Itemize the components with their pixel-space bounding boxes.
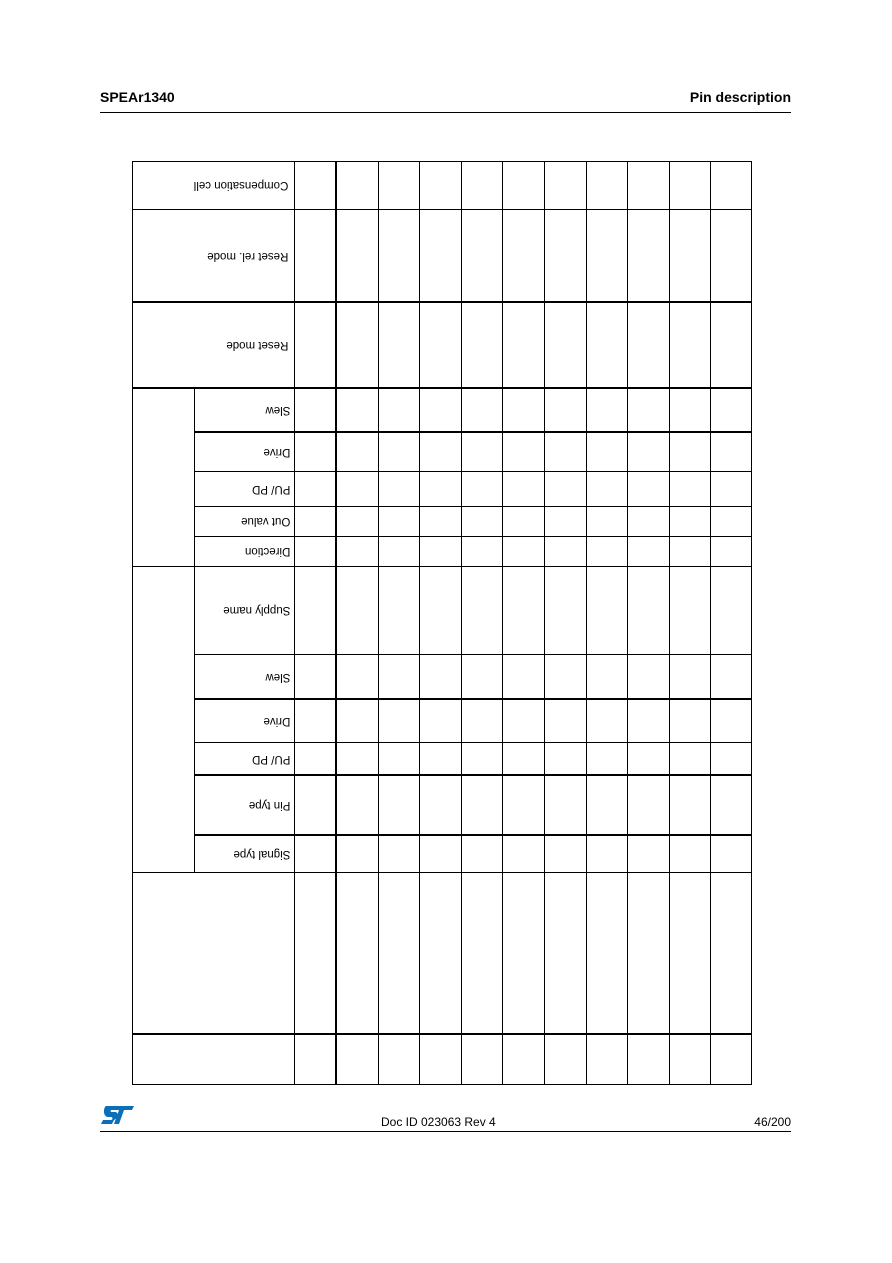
table-row bbox=[133, 836, 752, 873]
table-cell bbox=[628, 210, 670, 303]
table-cell bbox=[420, 472, 462, 507]
row-header bbox=[133, 1035, 295, 1085]
table-cell bbox=[295, 700, 337, 743]
table-cell bbox=[378, 873, 420, 1035]
table-cell bbox=[669, 162, 711, 210]
table-cell bbox=[378, 743, 420, 776]
table-cell bbox=[669, 537, 711, 567]
footer-rule bbox=[100, 1131, 791, 1132]
table-cell bbox=[545, 389, 587, 433]
table-cell bbox=[586, 743, 628, 776]
table-cell bbox=[545, 743, 587, 776]
table-cell bbox=[586, 472, 628, 507]
table-cell bbox=[628, 433, 670, 472]
table-cell bbox=[669, 389, 711, 433]
table-cell bbox=[586, 1035, 628, 1085]
table-cell bbox=[420, 162, 462, 210]
table-cell bbox=[461, 567, 503, 655]
table-cell bbox=[711, 303, 752, 389]
sub-header-supply-name: Supply name bbox=[195, 567, 295, 655]
table-cell bbox=[711, 873, 752, 1035]
table-cell bbox=[503, 743, 545, 776]
table-cell bbox=[503, 700, 545, 743]
row-header bbox=[133, 873, 295, 1035]
footer-doc-id: Doc ID 023063 Rev 4 bbox=[381, 1115, 496, 1129]
sub-header-slew: Slew bbox=[195, 389, 295, 433]
table-cell bbox=[586, 873, 628, 1035]
table-cell bbox=[420, 873, 462, 1035]
table-cell bbox=[711, 537, 752, 567]
table-cell bbox=[711, 162, 752, 210]
table-cell bbox=[628, 507, 670, 537]
table-cell bbox=[711, 472, 752, 507]
table-cell bbox=[545, 836, 587, 873]
table-row bbox=[133, 433, 752, 472]
table-cell bbox=[669, 655, 711, 700]
table-cell bbox=[503, 303, 545, 389]
table-cell bbox=[336, 836, 378, 873]
table-cell bbox=[628, 836, 670, 873]
table-cell bbox=[295, 303, 337, 389]
table-cell bbox=[628, 472, 670, 507]
table-cell bbox=[669, 210, 711, 303]
table-cell bbox=[711, 210, 752, 303]
table-cell bbox=[378, 1035, 420, 1085]
sub-header-slew: Slew bbox=[195, 655, 295, 700]
sub-header-out-value: Out value bbox=[195, 507, 295, 537]
table-cell bbox=[420, 389, 462, 433]
table-cell bbox=[420, 567, 462, 655]
running-header-title: SPEAr1340 bbox=[100, 89, 175, 105]
table-cell bbox=[378, 389, 420, 433]
table-cell bbox=[669, 1035, 711, 1085]
table-cell bbox=[420, 743, 462, 776]
table-cell bbox=[586, 162, 628, 210]
table-cell bbox=[336, 700, 378, 743]
table-cell bbox=[461, 472, 503, 507]
table-cell bbox=[295, 743, 337, 776]
table-cell bbox=[461, 389, 503, 433]
table-cell bbox=[336, 873, 378, 1035]
table-row bbox=[133, 567, 752, 655]
table-row bbox=[133, 743, 752, 776]
table-cell bbox=[669, 743, 711, 776]
table-row bbox=[133, 776, 752, 836]
table-cell bbox=[420, 836, 462, 873]
row-header-reset-mode: Reset mode bbox=[133, 303, 295, 389]
table-cell bbox=[669, 303, 711, 389]
table-cell bbox=[378, 472, 420, 507]
table-row bbox=[133, 700, 752, 743]
table-cell bbox=[503, 836, 545, 873]
sub-header-signal-type: Signal type bbox=[195, 836, 295, 873]
table-cell bbox=[586, 303, 628, 389]
table-cell bbox=[420, 655, 462, 700]
table-cell bbox=[295, 389, 337, 433]
table-cell bbox=[503, 162, 545, 210]
table-cell bbox=[420, 303, 462, 389]
table-cell bbox=[711, 1035, 752, 1085]
table-cell bbox=[336, 303, 378, 389]
table-cell bbox=[711, 655, 752, 700]
table-row bbox=[133, 303, 752, 389]
table-row bbox=[133, 873, 752, 1035]
sub-header-drive: Drive bbox=[195, 433, 295, 472]
table-cell bbox=[503, 655, 545, 700]
table-cell bbox=[378, 507, 420, 537]
table-cell bbox=[378, 655, 420, 700]
table-cell bbox=[503, 537, 545, 567]
group-header-io bbox=[133, 567, 195, 873]
sub-header-pin-type: Pin type bbox=[195, 776, 295, 836]
table-cell bbox=[420, 1035, 462, 1085]
table-cell bbox=[420, 776, 462, 836]
table-cell bbox=[378, 836, 420, 873]
table-cell bbox=[711, 743, 752, 776]
table-cell bbox=[295, 537, 337, 567]
pin-description-table bbox=[132, 161, 752, 1085]
table-cell bbox=[628, 537, 670, 567]
table-cell bbox=[669, 836, 711, 873]
table-cell bbox=[586, 507, 628, 537]
table-cell bbox=[628, 303, 670, 389]
table-cell bbox=[461, 743, 503, 776]
table-cell bbox=[669, 776, 711, 836]
table-cell bbox=[420, 210, 462, 303]
table-cell bbox=[378, 700, 420, 743]
table-cell bbox=[586, 655, 628, 700]
table-cell bbox=[545, 537, 587, 567]
table-cell bbox=[669, 700, 711, 743]
table-cell bbox=[461, 700, 503, 743]
table-cell bbox=[336, 655, 378, 700]
table-cell bbox=[295, 507, 337, 537]
table-cell bbox=[461, 162, 503, 210]
table-cell bbox=[711, 836, 752, 873]
st-logo-icon bbox=[100, 1104, 136, 1126]
table-cell bbox=[711, 567, 752, 655]
table-cell bbox=[545, 303, 587, 389]
table-cell bbox=[420, 537, 462, 567]
table-cell bbox=[669, 567, 711, 655]
group-header-reset bbox=[133, 389, 195, 567]
table-cell bbox=[545, 776, 587, 836]
table-cell bbox=[586, 537, 628, 567]
table-cell bbox=[586, 836, 628, 873]
table-row bbox=[133, 210, 752, 303]
table-cell bbox=[295, 655, 337, 700]
table-cell bbox=[420, 700, 462, 743]
table-cell bbox=[295, 776, 337, 836]
table-cell bbox=[503, 873, 545, 1035]
table-cell bbox=[545, 472, 587, 507]
table-cell bbox=[711, 700, 752, 743]
table-cell bbox=[295, 472, 337, 507]
table-cell bbox=[378, 303, 420, 389]
table-cell bbox=[336, 743, 378, 776]
table-cell bbox=[503, 1035, 545, 1085]
table-cell bbox=[711, 433, 752, 472]
table-cell bbox=[295, 1035, 337, 1085]
table-cell bbox=[669, 873, 711, 1035]
table-cell bbox=[628, 873, 670, 1035]
table-row bbox=[133, 507, 752, 537]
table-cell bbox=[669, 472, 711, 507]
table-cell bbox=[336, 472, 378, 507]
table-cell bbox=[669, 507, 711, 537]
table-cell bbox=[711, 507, 752, 537]
table-row bbox=[133, 1035, 752, 1085]
table-cell bbox=[378, 210, 420, 303]
sub-header-pu-pd: PU/ PD bbox=[195, 472, 295, 507]
table-cell bbox=[586, 776, 628, 836]
table-cell bbox=[545, 210, 587, 303]
table-cell bbox=[711, 776, 752, 836]
table-cell bbox=[336, 389, 378, 433]
running-header-section: Pin description bbox=[689, 89, 791, 105]
table-cell bbox=[586, 389, 628, 433]
table-cell bbox=[628, 567, 670, 655]
table-row bbox=[133, 472, 752, 507]
table-cell bbox=[336, 433, 378, 472]
table-cell bbox=[295, 210, 337, 303]
table-cell bbox=[295, 836, 337, 873]
table-cell bbox=[586, 700, 628, 743]
table-cell bbox=[336, 210, 378, 303]
table-cell bbox=[295, 567, 337, 655]
table-cell bbox=[628, 1035, 670, 1085]
table-cell bbox=[503, 567, 545, 655]
table-cell bbox=[378, 537, 420, 567]
table-cell bbox=[711, 389, 752, 433]
table-cell bbox=[295, 873, 337, 1035]
table-cell bbox=[628, 162, 670, 210]
row-header-reset-rel-mode: Reset rel. mode bbox=[133, 210, 295, 303]
table-cell bbox=[669, 433, 711, 472]
table-row bbox=[133, 655, 752, 700]
table-cell bbox=[461, 433, 503, 472]
table-cell bbox=[378, 433, 420, 472]
sub-header-drive: Drive bbox=[195, 700, 295, 743]
table-cell bbox=[461, 507, 503, 537]
table-cell bbox=[378, 776, 420, 836]
table-cell bbox=[378, 567, 420, 655]
table-cell bbox=[461, 873, 503, 1035]
table-cell bbox=[503, 472, 545, 507]
table-cell bbox=[461, 303, 503, 389]
table-cell bbox=[420, 507, 462, 537]
table-cell bbox=[461, 210, 503, 303]
table-cell bbox=[628, 776, 670, 836]
table-cell bbox=[545, 873, 587, 1035]
table-cell bbox=[503, 507, 545, 537]
table-cell bbox=[503, 776, 545, 836]
table-cell bbox=[586, 433, 628, 472]
table-cell bbox=[545, 507, 587, 537]
table-cell bbox=[628, 743, 670, 776]
table-cell bbox=[628, 700, 670, 743]
table-cell bbox=[545, 700, 587, 743]
table-row bbox=[133, 389, 752, 433]
table-cell bbox=[295, 162, 337, 210]
table-cell bbox=[461, 836, 503, 873]
row-header-compensation-cell: Compensation cell bbox=[133, 162, 295, 210]
table-cell bbox=[545, 567, 587, 655]
table-cell bbox=[628, 389, 670, 433]
table-cell bbox=[461, 1035, 503, 1085]
table-cell bbox=[420, 433, 462, 472]
table-cell bbox=[295, 433, 337, 472]
table-cell bbox=[586, 567, 628, 655]
table-row bbox=[133, 537, 752, 567]
table-cell bbox=[545, 1035, 587, 1085]
table-cell bbox=[545, 162, 587, 210]
table-cell bbox=[586, 210, 628, 303]
table-cell bbox=[336, 537, 378, 567]
table-cell bbox=[461, 655, 503, 700]
table-cell bbox=[503, 210, 545, 303]
table-cell bbox=[545, 433, 587, 472]
table-cell bbox=[336, 567, 378, 655]
table-cell bbox=[461, 776, 503, 836]
table-cell bbox=[545, 655, 587, 700]
table-row bbox=[133, 162, 752, 210]
table-cell bbox=[461, 537, 503, 567]
table-cell bbox=[628, 655, 670, 700]
table-cell bbox=[336, 776, 378, 836]
footer-page-number: 46/200 bbox=[754, 1115, 791, 1129]
table-cell bbox=[336, 507, 378, 537]
table-cell bbox=[336, 162, 378, 210]
table-cell bbox=[503, 433, 545, 472]
header-rule bbox=[100, 112, 791, 113]
table-cell bbox=[336, 1035, 378, 1085]
table-cell bbox=[503, 389, 545, 433]
sub-header-direction: Direction bbox=[195, 537, 295, 567]
table-cell bbox=[378, 162, 420, 210]
sub-header-pu-pd: PU/ PD bbox=[195, 743, 295, 776]
